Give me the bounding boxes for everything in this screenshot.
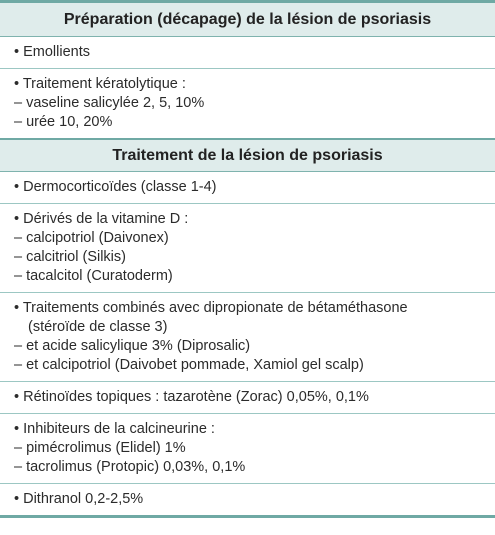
section-body-treatment: [0, 172, 495, 515]
list-item: [0, 37, 495, 69]
item-continuation: (stéroïde de classe 3): [28, 319, 168, 335]
item-line: • Dérivés de la vitamine D :: [14, 211, 189, 227]
section-body-preparation: [0, 37, 495, 138]
section-title: Traitement de la lésion de psoriasis: [112, 146, 383, 164]
list-item: [0, 172, 495, 204]
list-item: [0, 204, 495, 293]
list-item: [0, 382, 495, 414]
item-subline: – pimécrolimus (Elidel) 1%: [14, 440, 186, 456]
item-subline: – tacalcitol (Curatoderm): [14, 268, 173, 284]
bottom-rule: [0, 515, 495, 518]
item-line: • Dermocorticoïdes (classe 1-4): [14, 179, 217, 195]
item-subline: – calcipotriol (Daivonex): [14, 230, 169, 246]
list-item: [0, 414, 495, 484]
list-item: [0, 484, 495, 515]
item-subline: – calcitriol (Silkis): [14, 249, 126, 265]
section-header-preparation: [0, 0, 495, 37]
item-line: • Dithranol 0,2-2,5%: [14, 491, 144, 507]
item-subline: – et acide salicylique 3% (Diprosalic): [14, 338, 251, 354]
item-line: • Traitement kératolytique :: [14, 76, 186, 92]
item-line: • Traitements combinés avec dipropionate de bétaméthasone: [14, 300, 408, 316]
item-line: • Rétinoïdes topiques : tazarotène (Zorac) 0,05%, 0,1%: [14, 389, 369, 405]
item-subline: – vaseline salicylée 2, 5, 10%: [14, 95, 205, 111]
list-item: [0, 293, 495, 382]
section-title: Préparation (décapage) de la lésion de psoriasis: [63, 10, 432, 28]
item-line: • Emollients: [14, 44, 90, 60]
item-subline: – urée 10, 20%: [14, 114, 113, 130]
list-item: [0, 69, 495, 138]
item-subline: – tacrolimus (Protopic) 0,03%, 0,1%: [14, 459, 246, 475]
item-subline: – et calcipotriol (Daivobet pommade, Xamiol gel scalp): [14, 357, 364, 373]
item-line: • Inhibiteurs de la calcineurine :: [14, 421, 215, 437]
section-header-treatment: [0, 138, 495, 172]
